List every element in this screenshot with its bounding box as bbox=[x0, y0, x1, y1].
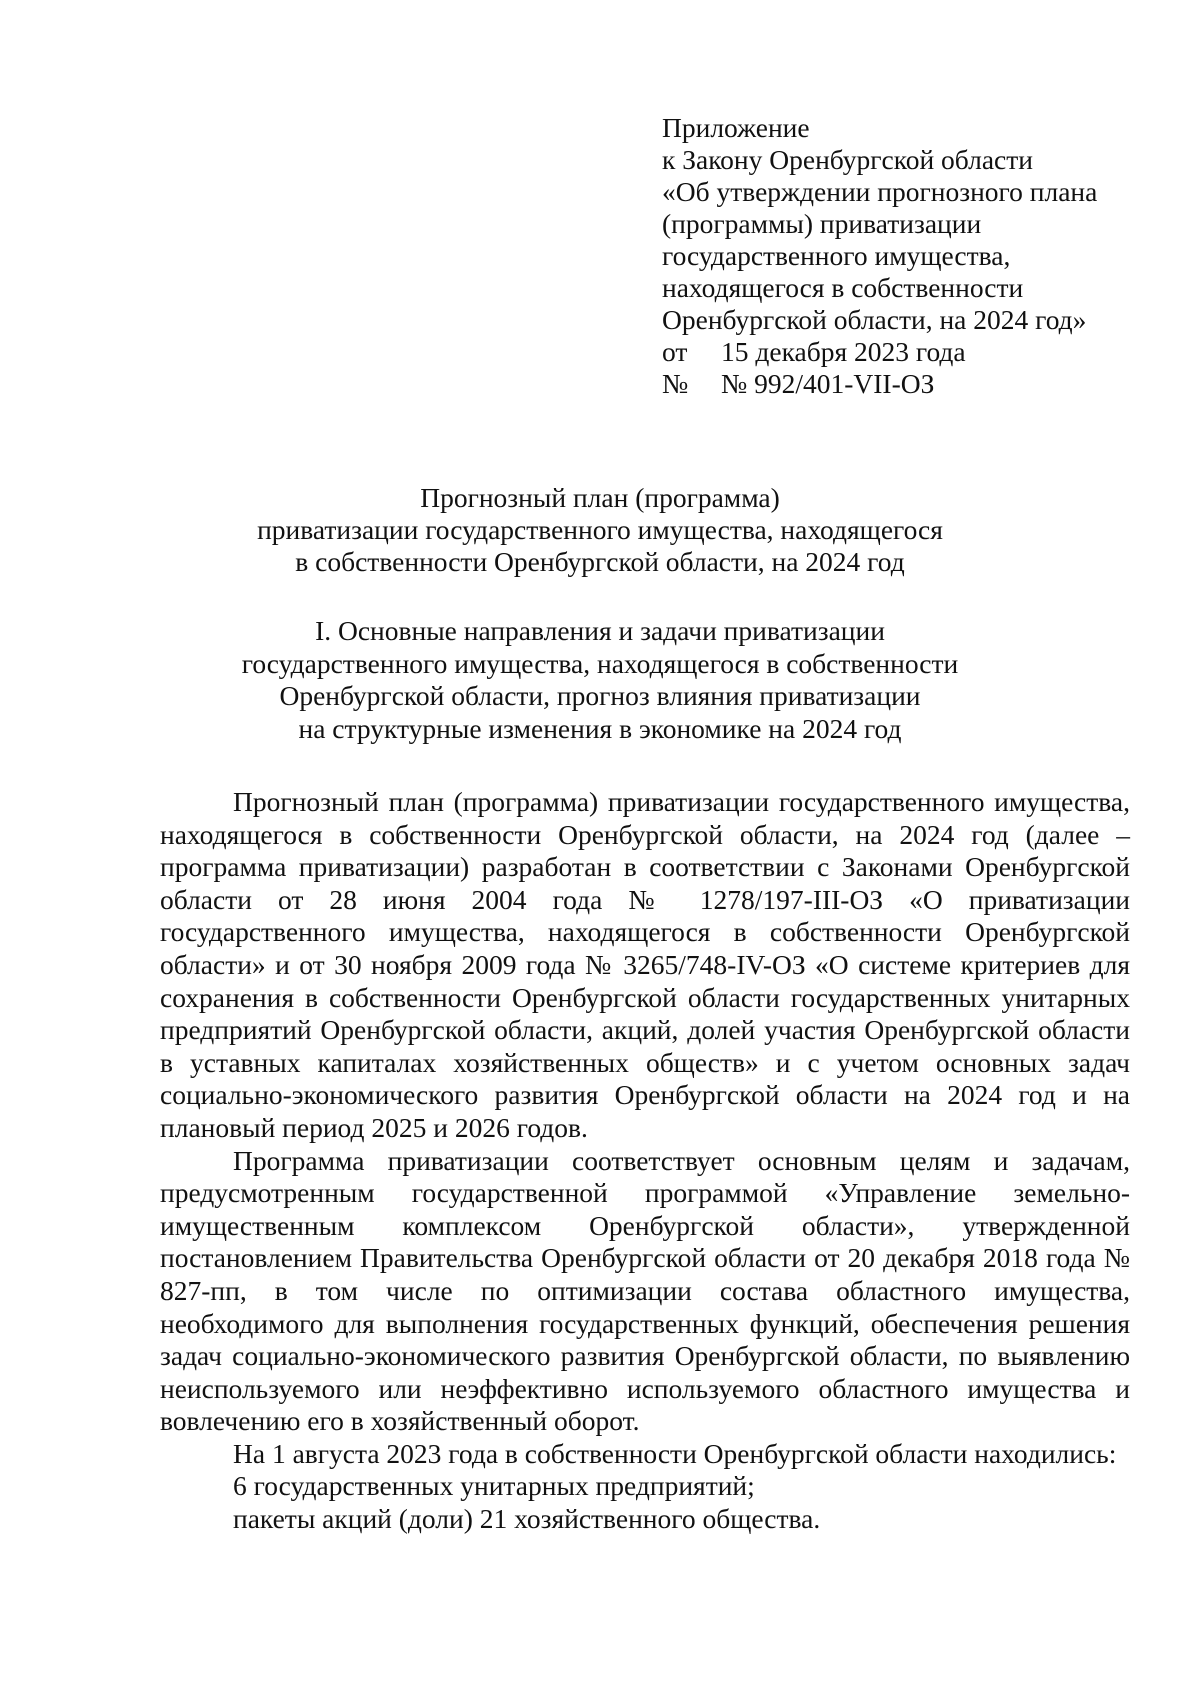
section-heading-line: государственного имущества, находящегося в собственности bbox=[241, 647, 959, 679]
appendix-line: (программы) приватизации bbox=[662, 208, 982, 239]
appendix-line: Оренбургской области, на 2024 год» bbox=[662, 304, 1087, 335]
section-heading-line: Оренбургской области, прогноз влияния приватизации bbox=[279, 680, 921, 712]
section-heading-line: I. Основные направления и задачи приватизации bbox=[315, 615, 885, 646]
body-paragraph: Программа приватизации соответствует основным целям и задачам, предусмотренным государственной программой «Управление земельно-имущественным комплексом Оренбургской области», утвержденной постановлением Правительства Оренбургской области от 20 декабря 2018 года № 827-пп, в том числе по оптимизации состава областного имущества, необходимого для выполнения государственных функций, обеспечения решения задач социально-экономического развития Оренбургской области, по выявлению неиспользуемого или неэффективно используемого областного имущества и вовлечению его в хозяйственный оборот. bbox=[160, 1144, 1130, 1437]
title-line: приватизации государственного имущества, находящегося bbox=[257, 514, 943, 545]
number-label: № bbox=[662, 368, 689, 399]
title-line: в собственности Оренбургской области, на 2024 год bbox=[295, 546, 905, 577]
list-item: пакеты акций (доли) 21 хозяйственного общества. bbox=[233, 1503, 821, 1535]
section-heading bbox=[160, 615, 1040, 746]
appendix-line: «Об утверждении прогнозного плана bbox=[662, 176, 1098, 207]
appendix-line: к Закону Оренбургской области bbox=[662, 144, 1033, 175]
section-heading-line: на структурные изменения в экономике на 2024 год bbox=[298, 713, 902, 745]
appendix-line: Приложение bbox=[662, 112, 810, 143]
appendix-number-row bbox=[662, 368, 1132, 400]
body-paragraph: Прогнозный план (программа) приватизации государственного имущества, находящегося в собственности Оренбургской области, на 2024 год (далее – программа приватизации) разработан в соответствии с Законами Оренбургской области от 28 июня 2004 года № 1278/197-III-ОЗ «О приватизации государственного имущества, находящегося в собственности Оренбургской области» и от 30 ноября 2009 года № 3265/748-IV-ОЗ «О системе критериев для сохранения в собственности Оренбургской области государственных унитарных предприятий Оренбургской области, акций, долей участия Оренбургской области в уставных капиталах хозяйственных обществ» и с учетом основных задач социально-экономического развития Оренбургской области на 2024 год и на плановый период 2025 и 2026 годов. bbox=[160, 786, 1130, 1143]
appendix-block bbox=[662, 112, 1132, 400]
body-paragraph: На 1 августа 2023 года в собственности Оренбургской области находились: bbox=[233, 1437, 1117, 1469]
date-value: 15 декабря 2023 года bbox=[721, 336, 966, 367]
number-value: № 992/401-VII-ОЗ bbox=[721, 368, 935, 399]
appendix-line: находящегося в собственности bbox=[662, 272, 1024, 303]
title-line: Прогнозный план (программа) bbox=[420, 482, 780, 513]
document-title bbox=[160, 482, 1040, 578]
document-body bbox=[160, 786, 1130, 1536]
appendix-line: государственного имущества, bbox=[662, 240, 1011, 271]
date-label: от bbox=[662, 336, 688, 367]
appendix-date-row bbox=[662, 336, 1132, 368]
list-item: 6 государственных унитарных предприятий; bbox=[233, 1470, 755, 1502]
